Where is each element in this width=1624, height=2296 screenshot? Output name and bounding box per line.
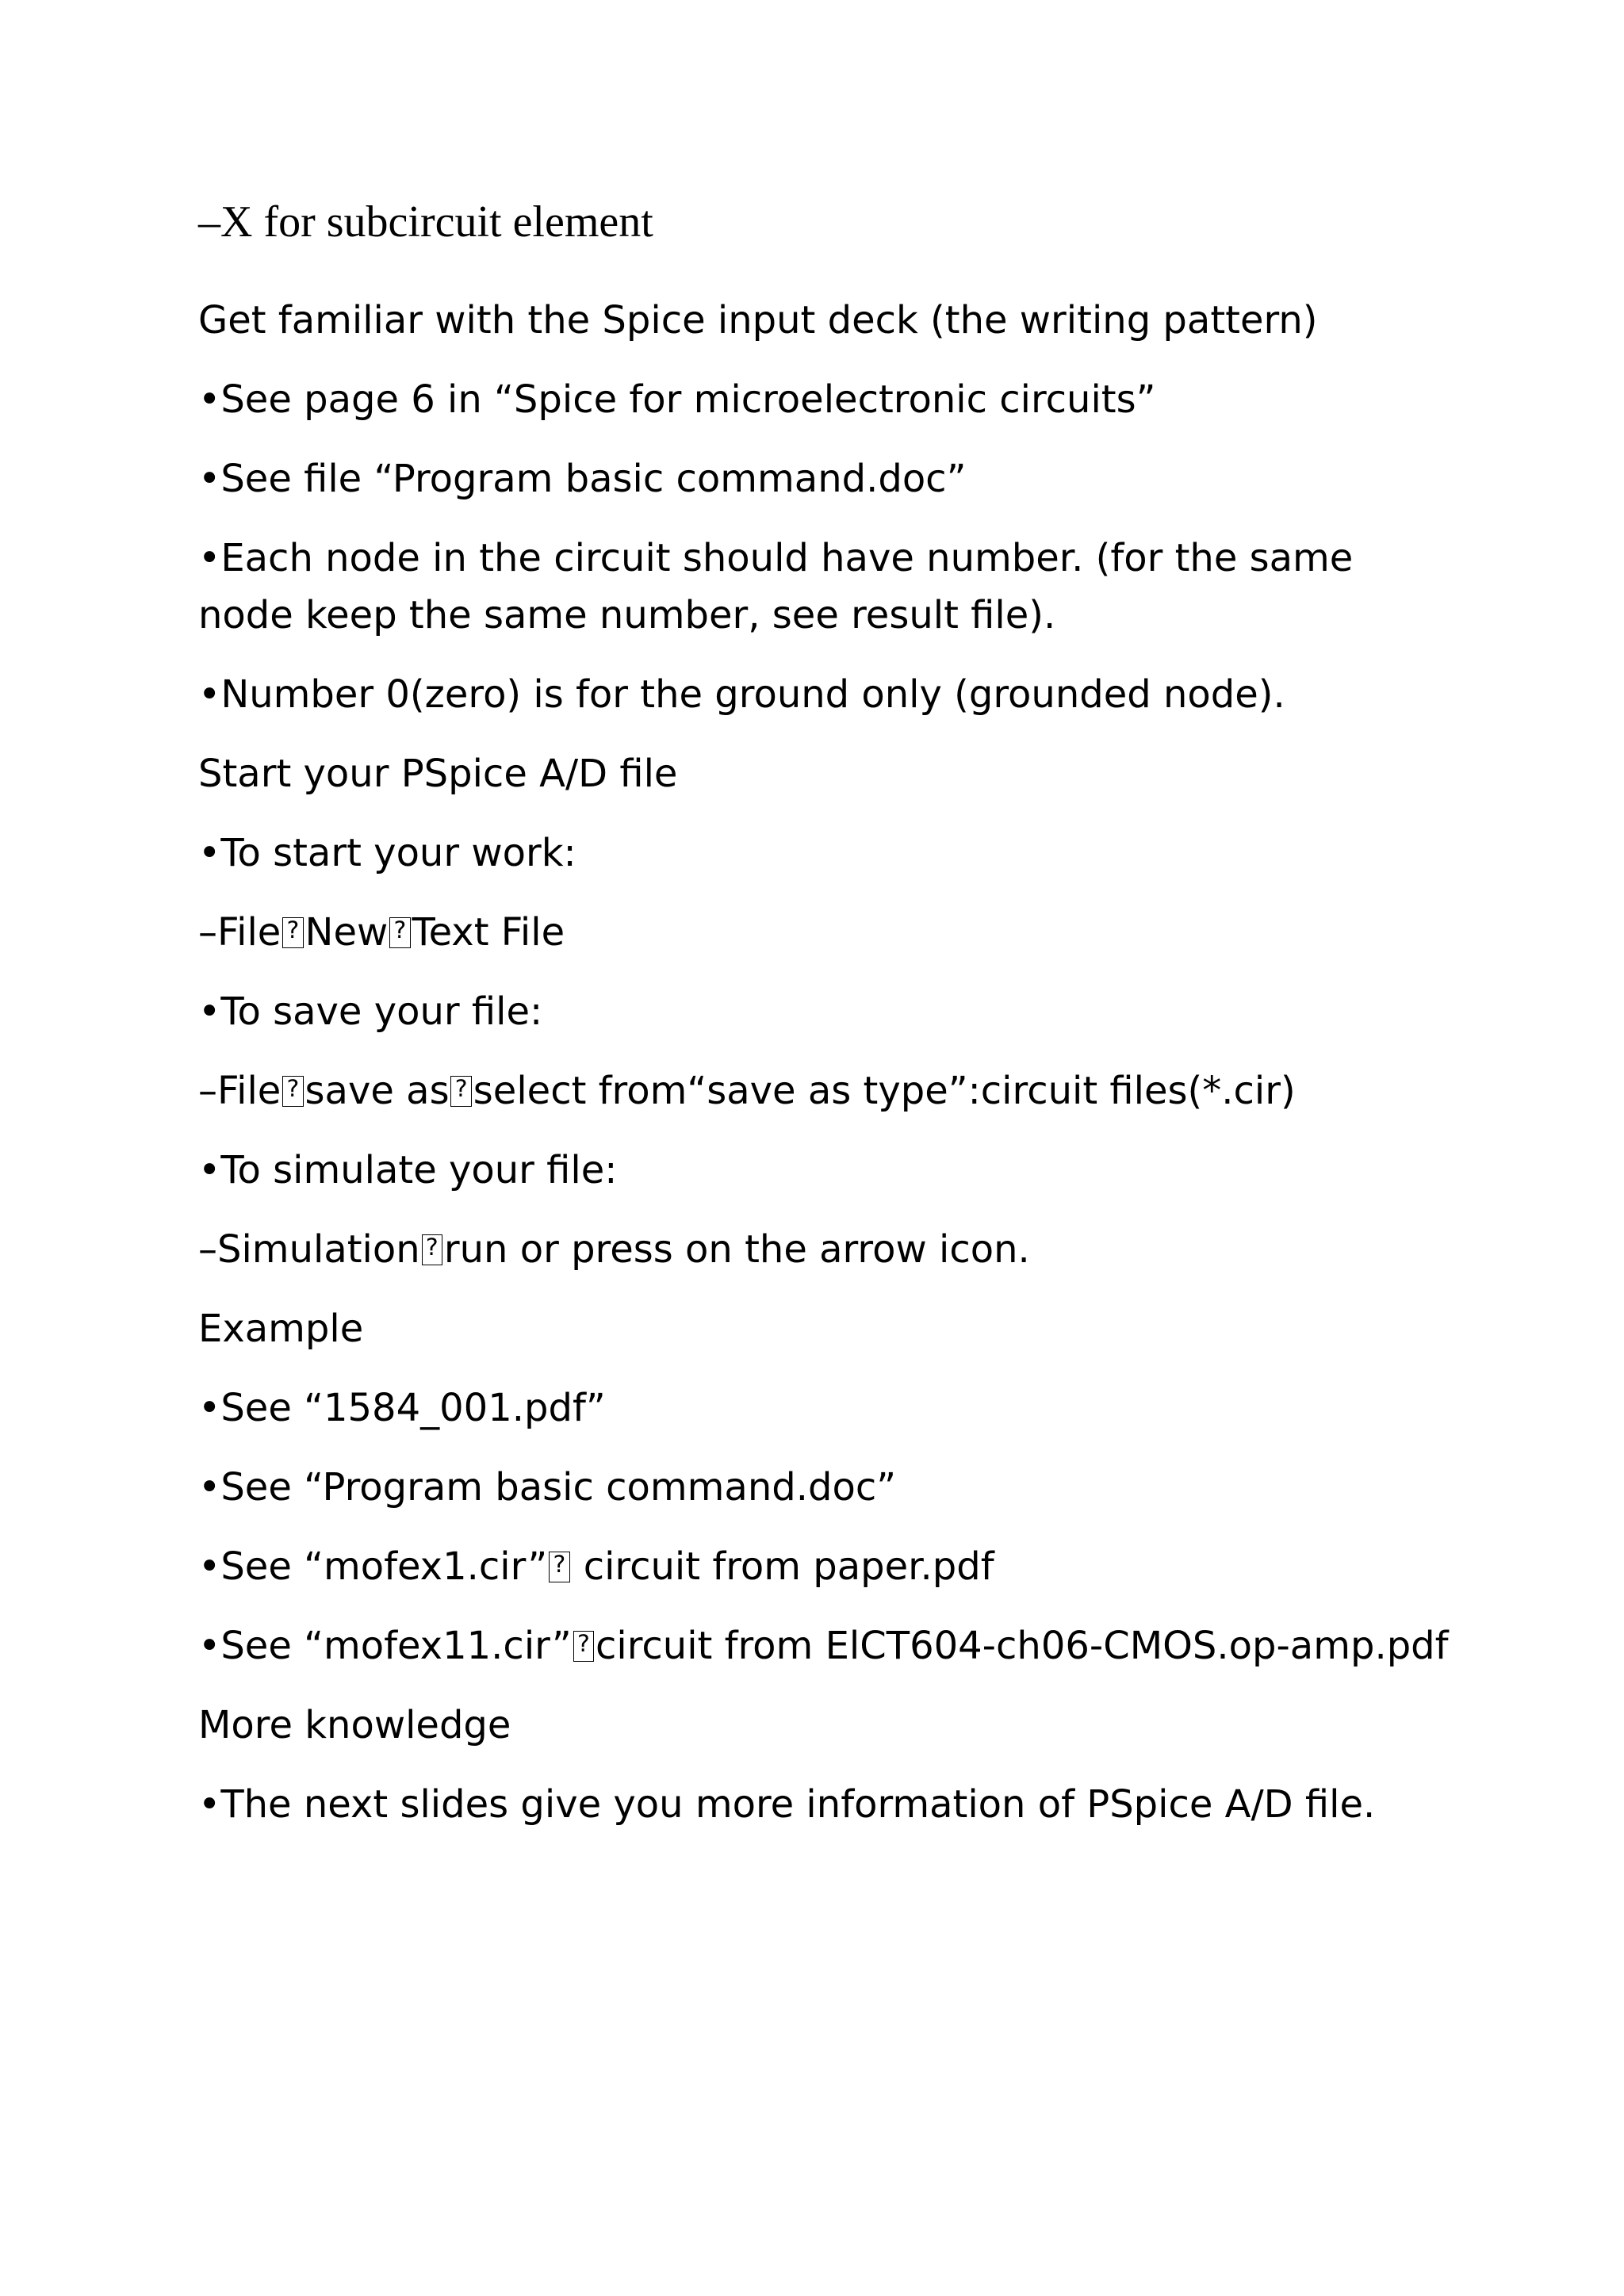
ground-item: •Number 0(zero) is for the ground only (grounded node). <box>198 672 1285 717</box>
to-simulate-item: •To simulate your file: <box>198 1148 618 1192</box>
node-number-item: •Each node in the circuit should have number. (for the same node keep the same number, see result file). <box>198 536 1354 637</box>
document-body <box>198 292 1449 1855</box>
file-save-item <box>198 1062 1435 1119</box>
familiar-heading: Get familiar with the Spice input deck (the writing pattern) <box>198 298 1318 342</box>
see-page6-item: •See page 6 in “Spice for microelectronic circuits” <box>198 377 1156 422</box>
subcircuit-line: –X for subcircuit element <box>198 197 653 247</box>
file-save-part-file: –File <box>198 1069 282 1113</box>
more-knowledge-heading: More knowledge <box>198 1703 511 1747</box>
missing-glyph-icon <box>422 1234 442 1265</box>
missing-glyph-icon <box>282 917 303 947</box>
file-new-part-new: New <box>304 910 389 955</box>
missing-glyph-icon <box>549 1552 569 1582</box>
missing-glyph-icon <box>450 1076 471 1106</box>
see-mofex1-part-b: circuit from paper.pdf <box>571 1544 994 1589</box>
see-1584-item: •See “1584_001.pdf” <box>198 1386 606 1430</box>
to-start-item: •To start your work: <box>198 831 576 875</box>
simulation-run-item <box>198 1221 1435 1278</box>
see-mofex11-part-a: •See “mofex11.cir” <box>198 1624 572 1668</box>
simulation-part: –Simulation <box>198 1227 420 1272</box>
see-program-item: •See “Program basic command.doc” <box>198 1465 897 1510</box>
see-mofex11-item <box>198 1617 1449 1674</box>
example-heading: Example <box>198 1307 364 1351</box>
simulation-run-part: run or press on the arrow icon. <box>443 1227 1030 1272</box>
missing-glyph-icon <box>573 1631 594 1661</box>
file-save-part-save-as: save as <box>304 1069 450 1113</box>
file-new-part-file: –File <box>198 910 282 955</box>
file-new-item <box>198 904 1435 961</box>
see-mofex11-part-b: circuit from ElCT604-ch06-CMOS.op-amp.pdf <box>595 1624 1449 1668</box>
start-file-heading: Start your PSpice A/D file <box>198 752 678 796</box>
missing-glyph-icon <box>282 1076 303 1106</box>
see-file-command-item: •See file “Program basic command.doc” <box>198 457 967 501</box>
to-save-item: •To save your file: <box>198 989 543 1034</box>
see-mofex1-part-a: •See “mofex1.cir” <box>198 1544 548 1589</box>
file-save-part-select: select from“save as type”:circuit files(*.cir) <box>473 1069 1296 1113</box>
file-new-part-text-file: Text File <box>412 910 565 955</box>
see-mofex1-item <box>198 1538 1435 1595</box>
next-slides-item: •The next slides give you more information of PSpice A/D file. <box>198 1782 1376 1827</box>
missing-glyph-icon <box>389 917 410 947</box>
